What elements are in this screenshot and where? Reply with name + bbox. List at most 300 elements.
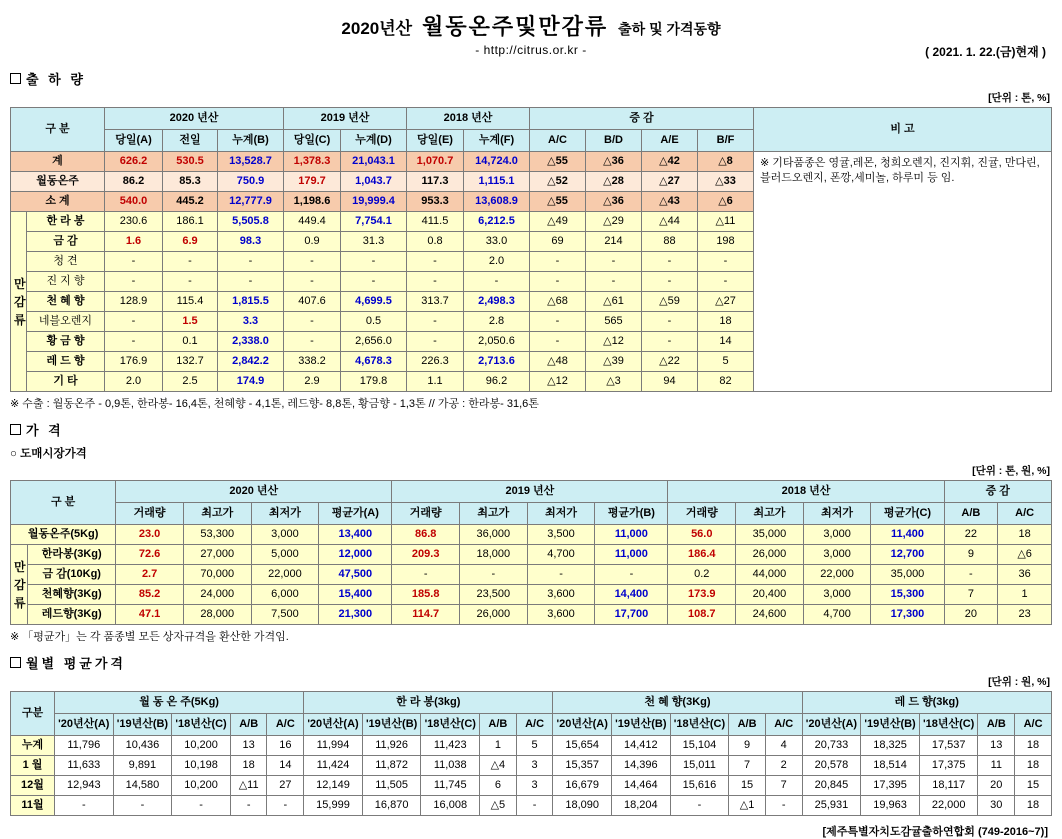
monthly-col-c: '18년산(C) — [421, 714, 480, 736]
cell: 22,000 — [251, 565, 319, 585]
cell: 4,700 — [803, 605, 871, 625]
cell: △44 — [642, 212, 698, 232]
cell: △11 — [230, 776, 267, 796]
cell: 13 — [230, 736, 267, 756]
cell: - — [530, 312, 586, 332]
price-col-high: 최고가 — [183, 503, 251, 525]
cell: 1,198.6 — [284, 192, 341, 212]
cell: - — [284, 332, 341, 352]
cell: 70,000 — [183, 565, 251, 585]
shipment-table — [10, 107, 1052, 392]
cell: 313.7 — [407, 292, 464, 312]
monthly-col-b: '19년산(B) — [612, 714, 671, 736]
row-label: 네블오렌지 — [27, 312, 105, 332]
cell: 18 — [1015, 736, 1052, 756]
cell: 12,700 — [871, 545, 944, 565]
price-col-avg-c: 평균가(C) — [871, 503, 944, 525]
cell: 72.6 — [116, 545, 184, 565]
cell: 7 — [729, 756, 766, 776]
cell: - — [944, 565, 998, 585]
cell: 19,963 — [861, 796, 920, 816]
cell: △1 — [729, 796, 766, 816]
price-col-volume: 거래량 — [116, 503, 184, 525]
cell: △49 — [530, 212, 586, 232]
cell: 13 — [978, 736, 1015, 756]
cell: - — [163, 272, 218, 292]
row-label: 한라봉(3Kg) — [28, 545, 116, 565]
cell: 15,654 — [553, 736, 612, 756]
cell: 10,198 — [172, 756, 231, 776]
price-col-low: 최저가 — [527, 503, 595, 525]
row-label: 한 라 봉 — [27, 212, 105, 232]
cell: 530.5 — [163, 152, 218, 172]
cell: 1,115.1 — [464, 172, 530, 192]
shipment-col-daily-c: 당일(C) — [284, 130, 341, 152]
monthly-col-ab: A/B — [230, 714, 267, 736]
monthly-col-ac: A/C — [765, 714, 802, 736]
cell: 750.9 — [218, 172, 284, 192]
monthly-col-ab: A/B — [729, 714, 766, 736]
row-label: 1 월 — [11, 756, 55, 776]
shipment-col-gubun: 구 분 — [11, 108, 105, 152]
monthly-col-ac: A/C — [267, 714, 304, 736]
cell: 20,733 — [802, 736, 861, 756]
cell: 27,000 — [183, 545, 251, 565]
cell: 6,000 — [251, 585, 319, 605]
section-monthly-title: 월별 평균가격 — [26, 656, 126, 671]
cell: - — [105, 332, 163, 352]
cell: 11,994 — [304, 736, 363, 756]
cell: 15,999 — [304, 796, 363, 816]
cell: △27 — [698, 292, 754, 312]
cell: 1,378.3 — [284, 152, 341, 172]
cell: 185.8 — [392, 585, 460, 605]
cell: 1,815.5 — [218, 292, 284, 312]
row-label: 월동온주(5Kg) — [11, 525, 116, 545]
wholesale-subtitle: ○ 도매시장가격 — [10, 448, 87, 460]
shipment-group-2018: 2018 년산 — [407, 108, 530, 130]
cell: 174.9 — [218, 372, 284, 392]
cell: - — [407, 312, 464, 332]
shipment-group-2020: 2020 년산 — [105, 108, 284, 130]
cell: - — [407, 252, 464, 272]
row-label: 레 드 향 — [27, 352, 105, 372]
cell: 23.0 — [116, 525, 184, 545]
cell: 16,008 — [421, 796, 480, 816]
cell: 18 — [1015, 756, 1052, 776]
cell: 36,000 — [460, 525, 528, 545]
cell: △52 — [530, 172, 586, 192]
cell: 6.9 — [163, 232, 218, 252]
shipment-col-daily-e: 당일(E) — [407, 130, 464, 152]
row-label: 진 지 향 — [27, 272, 105, 292]
shipment-col-cum-b: 누계(B) — [218, 130, 284, 152]
section-monthly-heading — [10, 653, 1052, 672]
cell: 15,357 — [553, 756, 612, 776]
cell: - — [595, 565, 668, 585]
monthly-col-b: '19년산(B) — [362, 714, 421, 736]
cell: 98.3 — [218, 232, 284, 252]
cell: - — [460, 565, 528, 585]
cell: 17,375 — [919, 756, 978, 776]
cell: 2 — [765, 756, 802, 776]
cell: - — [698, 272, 754, 292]
price-col-high: 최고가 — [460, 503, 528, 525]
cell: 2,338.0 — [218, 332, 284, 352]
price-col-low: 최저가 — [251, 503, 319, 525]
cell: 86.2 — [105, 172, 163, 192]
cell: 24,600 — [736, 605, 804, 625]
cell: 47.1 — [116, 605, 184, 625]
cell: 1.6 — [105, 232, 163, 252]
cell: 88 — [642, 232, 698, 252]
cell: 28,000 — [183, 605, 251, 625]
cell: 1,043.7 — [341, 172, 407, 192]
section-price-unit: [단위 : 톤, 원, %] — [972, 465, 1050, 477]
cell: 13,528.7 — [218, 152, 284, 172]
cell: △3 — [586, 372, 642, 392]
cell: △28 — [586, 172, 642, 192]
cell: △61 — [586, 292, 642, 312]
cell: - — [105, 272, 163, 292]
cell: 108.7 — [668, 605, 736, 625]
as-of-date: ( 2021. 1. 22.(금)현재 ) — [925, 45, 1046, 59]
cell: 14,724.0 — [464, 152, 530, 172]
price-col-volume: 거래량 — [668, 503, 736, 525]
cell: 0.2 — [668, 565, 736, 585]
cell: 15 — [729, 776, 766, 796]
cell: 5,000 — [251, 545, 319, 565]
cell: 411.5 — [407, 212, 464, 232]
cell: 198 — [698, 232, 754, 252]
cell: 2,050.6 — [464, 332, 530, 352]
cell: 3,000 — [251, 525, 319, 545]
cell: 14,464 — [612, 776, 671, 796]
shipment-col-ae: A/E — [642, 130, 698, 152]
cell: 17,395 — [861, 776, 920, 796]
monthly-price-table — [10, 691, 1052, 816]
cell: 13,608.9 — [464, 192, 530, 212]
cell: 24,000 — [183, 585, 251, 605]
shipment-col-bd: B/D — [586, 130, 642, 152]
table-row — [11, 525, 1052, 545]
cell: 209.3 — [392, 545, 460, 565]
cell: 2,713.6 — [464, 352, 530, 372]
cell: 20,845 — [802, 776, 861, 796]
cell: 18,204 — [612, 796, 671, 816]
cell: 2.7 — [116, 565, 184, 585]
row-label: 월동온주 — [11, 172, 105, 192]
cell: 9,891 — [113, 756, 172, 776]
cell: 94 — [642, 372, 698, 392]
row-label: 청 견 — [27, 252, 105, 272]
row-label: 계 — [11, 152, 105, 172]
cell: 11,796 — [54, 736, 113, 756]
cell: 27 — [267, 776, 304, 796]
shipment-col-bf: B/F — [698, 130, 754, 152]
cell: 23 — [998, 605, 1052, 625]
price-group-2020: 2020 년산 — [116, 481, 392, 503]
table-row — [11, 152, 1052, 172]
cell: - — [407, 272, 464, 292]
cell: 3 — [516, 776, 553, 796]
cell: 230.6 — [105, 212, 163, 232]
cell: 10,200 — [172, 776, 231, 796]
cell: 12,777.9 — [218, 192, 284, 212]
cell: 22,000 — [919, 796, 978, 816]
cell: - — [530, 252, 586, 272]
row-label: 소 계 — [11, 192, 105, 212]
price-col-ac: A/C — [998, 503, 1052, 525]
cell: 1,070.7 — [407, 152, 464, 172]
cell: 114.7 — [392, 605, 460, 625]
cell: 22,000 — [803, 565, 871, 585]
cell: - — [527, 565, 595, 585]
title-year: 2020년산 — [341, 19, 413, 38]
section-price-heading — [10, 420, 1052, 439]
cell: 626.2 — [105, 152, 163, 172]
cell: 3 — [516, 756, 553, 776]
monthly-col-ac: A/C — [516, 714, 553, 736]
cell: - — [642, 312, 698, 332]
cell: - — [284, 252, 341, 272]
mangam-vertical-label: 만 감 류 — [11, 545, 28, 625]
cell: 17,537 — [919, 736, 978, 756]
cell: 44,000 — [736, 565, 804, 585]
cell: 173.9 — [668, 585, 736, 605]
cell: 82 — [698, 372, 754, 392]
row-label: 금 감(10Kg) — [28, 565, 116, 585]
cell: 179.8 — [341, 372, 407, 392]
cell: 31.3 — [341, 232, 407, 252]
cell: - — [284, 312, 341, 332]
row-label: 황 금 향 — [27, 332, 105, 352]
price-starnote: ※ 「평균가」는 각 품종별 모든 상자규격을 환산한 가격임. — [10, 631, 289, 643]
shipment-col-cum-f: 누계(F) — [464, 130, 530, 152]
table-row — [11, 736, 1052, 756]
table-row — [11, 545, 1052, 565]
cell: △48 — [530, 352, 586, 372]
table-row — [11, 565, 1052, 585]
cell: △55 — [530, 152, 586, 172]
monthly-col-c: '18년산(C) — [670, 714, 729, 736]
cell: 18 — [698, 312, 754, 332]
cell: - — [642, 272, 698, 292]
price-col-low: 최저가 — [803, 503, 871, 525]
cell: 20 — [944, 605, 998, 625]
square-bullet-icon — [10, 657, 21, 668]
cell: 953.3 — [407, 192, 464, 212]
table-row — [11, 605, 1052, 625]
row-label: 기 타 — [27, 372, 105, 392]
cell: 176.9 — [105, 352, 163, 372]
cell: 6 — [480, 776, 517, 796]
cell: 69 — [530, 232, 586, 252]
cell: 2.9 — [284, 372, 341, 392]
cell: 11,038 — [421, 756, 480, 776]
row-label: 11월 — [11, 796, 55, 816]
cell: 18,514 — [861, 756, 920, 776]
section-shipment-title: 출 하 량 — [26, 72, 86, 87]
cell: 9 — [944, 545, 998, 565]
cell: 15,616 — [670, 776, 729, 796]
cell: 7,754.1 — [341, 212, 407, 232]
cell: 338.2 — [284, 352, 341, 372]
cell: 20,578 — [802, 756, 861, 776]
monthly-col-a: '20년산(A) — [553, 714, 612, 736]
cell: 15,104 — [670, 736, 729, 756]
cell: 18 — [1015, 796, 1052, 816]
cell: 16 — [267, 736, 304, 756]
cell: - — [113, 796, 172, 816]
cell: △29 — [586, 212, 642, 232]
cell: 0.1 — [163, 332, 218, 352]
monthly-col-gubun: 구분 — [11, 692, 55, 736]
cell: 17,700 — [595, 605, 668, 625]
cell: - — [530, 332, 586, 352]
cell: 16,679 — [553, 776, 612, 796]
table-row — [11, 756, 1052, 776]
cell: 117.3 — [407, 172, 464, 192]
cell: - — [341, 252, 407, 272]
cell: △59 — [642, 292, 698, 312]
cell: 0.9 — [284, 232, 341, 252]
row-label: 금 감 — [27, 232, 105, 252]
cell: △36 — [586, 192, 642, 212]
cell: 1.5 — [163, 312, 218, 332]
section-monthly-unit: [단위 : 원, %] — [988, 676, 1050, 688]
monthly-col-a: '20년산(A) — [54, 714, 113, 736]
cell: 11,423 — [421, 736, 480, 756]
cell: 7,500 — [251, 605, 319, 625]
cell: △36 — [586, 152, 642, 172]
cell: 14,396 — [612, 756, 671, 776]
title-sub: 출하 및 가격동향 — [618, 21, 721, 37]
cell: 12,943 — [54, 776, 113, 796]
shipment-remarks-note: ※ 기타품종은 영귤,레몬, 청희오렌지, 진지휘, 진귤, 만다린, 블러드오렌지, 폰깡,세미놀, 하루미 등 임. — [754, 152, 1052, 392]
cell: 3,600 — [527, 585, 595, 605]
title-main: 월동온주및만감류 — [422, 14, 609, 39]
mangam-vertical-label: 만 감 류 — [11, 212, 27, 392]
cell: 3,500 — [527, 525, 595, 545]
cell: 11,872 — [362, 756, 421, 776]
cell: - — [172, 796, 231, 816]
cell: 2,498.3 — [464, 292, 530, 312]
cell: 14 — [267, 756, 304, 776]
cell: 56.0 — [668, 525, 736, 545]
cell: 14,580 — [113, 776, 172, 796]
cell: 449.4 — [284, 212, 341, 232]
cell: 2,842.2 — [218, 352, 284, 372]
cell: 15,300 — [871, 585, 944, 605]
cell: △55 — [530, 192, 586, 212]
document-credit: [제주특별자치도감귤출하연합회 (749-2016~7)] — [822, 826, 1048, 838]
cell: 7 — [765, 776, 802, 796]
cell: △12 — [586, 332, 642, 352]
monthly-col-ac: A/C — [1015, 714, 1052, 736]
cell: 35,000 — [736, 525, 804, 545]
shipment-col-ac: A/C — [530, 130, 586, 152]
cell: 13,400 — [319, 525, 392, 545]
cell: 4,699.5 — [341, 292, 407, 312]
cell: - — [698, 252, 754, 272]
monthly-col-b: '19년산(B) — [861, 714, 920, 736]
price-group-2019: 2019 년산 — [392, 481, 668, 503]
cell: - — [267, 796, 304, 816]
cell: - — [586, 252, 642, 272]
cell: - — [105, 252, 163, 272]
shipment-group-change: 증 감 — [530, 108, 754, 130]
cell: 11,424 — [304, 756, 363, 776]
cell: - — [218, 272, 284, 292]
cell: 3,000 — [803, 585, 871, 605]
cell: 3,000 — [803, 525, 871, 545]
cell: 5 — [516, 736, 553, 756]
shipment-col-cum-d: 누계(D) — [341, 130, 407, 152]
cell: 35,000 — [871, 565, 944, 585]
price-group-change: 증 감 — [944, 481, 1051, 503]
cell: 407.6 — [284, 292, 341, 312]
row-label: 누계 — [11, 736, 55, 756]
cell: 540.0 — [105, 192, 163, 212]
cell: 4,678.3 — [341, 352, 407, 372]
cell: 53,300 — [183, 525, 251, 545]
section-price-title: 가 격 — [26, 423, 64, 438]
monthly-col-b: '19년산(B) — [113, 714, 172, 736]
cell: 30 — [978, 796, 1015, 816]
cell: 132.7 — [163, 352, 218, 372]
table-row — [11, 796, 1052, 816]
cell: 445.2 — [163, 192, 218, 212]
cell: 1.1 — [407, 372, 464, 392]
shipment-col-remarks: 비 고 — [754, 108, 1052, 152]
cell: 11,000 — [595, 545, 668, 565]
cell: 0.5 — [341, 312, 407, 332]
cell: - — [341, 272, 407, 292]
cell: 2.8 — [464, 312, 530, 332]
cell: △11 — [698, 212, 754, 232]
cell: 20,400 — [736, 585, 804, 605]
square-bullet-icon — [10, 73, 21, 84]
cell: 11,633 — [54, 756, 113, 776]
cell: 26,000 — [736, 545, 804, 565]
cell: 214 — [586, 232, 642, 252]
source-url: - http://citrus.or.kr - — [475, 43, 587, 57]
cell: 11,400 — [871, 525, 944, 545]
price-col-gubun: 구 분 — [11, 481, 116, 525]
shipment-col-daily-a: 당일(A) — [105, 130, 163, 152]
cell: 33.0 — [464, 232, 530, 252]
cell: 4 — [765, 736, 802, 756]
cell: 14,412 — [612, 736, 671, 756]
cell: 15,011 — [670, 756, 729, 776]
cell: 18,117 — [919, 776, 978, 796]
monthly-col-a: '20년산(A) — [802, 714, 861, 736]
cell: 86.8 — [392, 525, 460, 545]
cell: 11,505 — [362, 776, 421, 796]
cell: - — [516, 796, 553, 816]
cell: 11 — [978, 756, 1015, 776]
cell: △8 — [698, 152, 754, 172]
cell: 16,870 — [362, 796, 421, 816]
price-col-ab: A/B — [944, 503, 998, 525]
row-label: 레드향(3Kg) — [28, 605, 116, 625]
cell: △39 — [586, 352, 642, 372]
cell: 226.3 — [407, 352, 464, 372]
cell: - — [284, 272, 341, 292]
cell: 15 — [1015, 776, 1052, 796]
cell: 5 — [698, 352, 754, 372]
